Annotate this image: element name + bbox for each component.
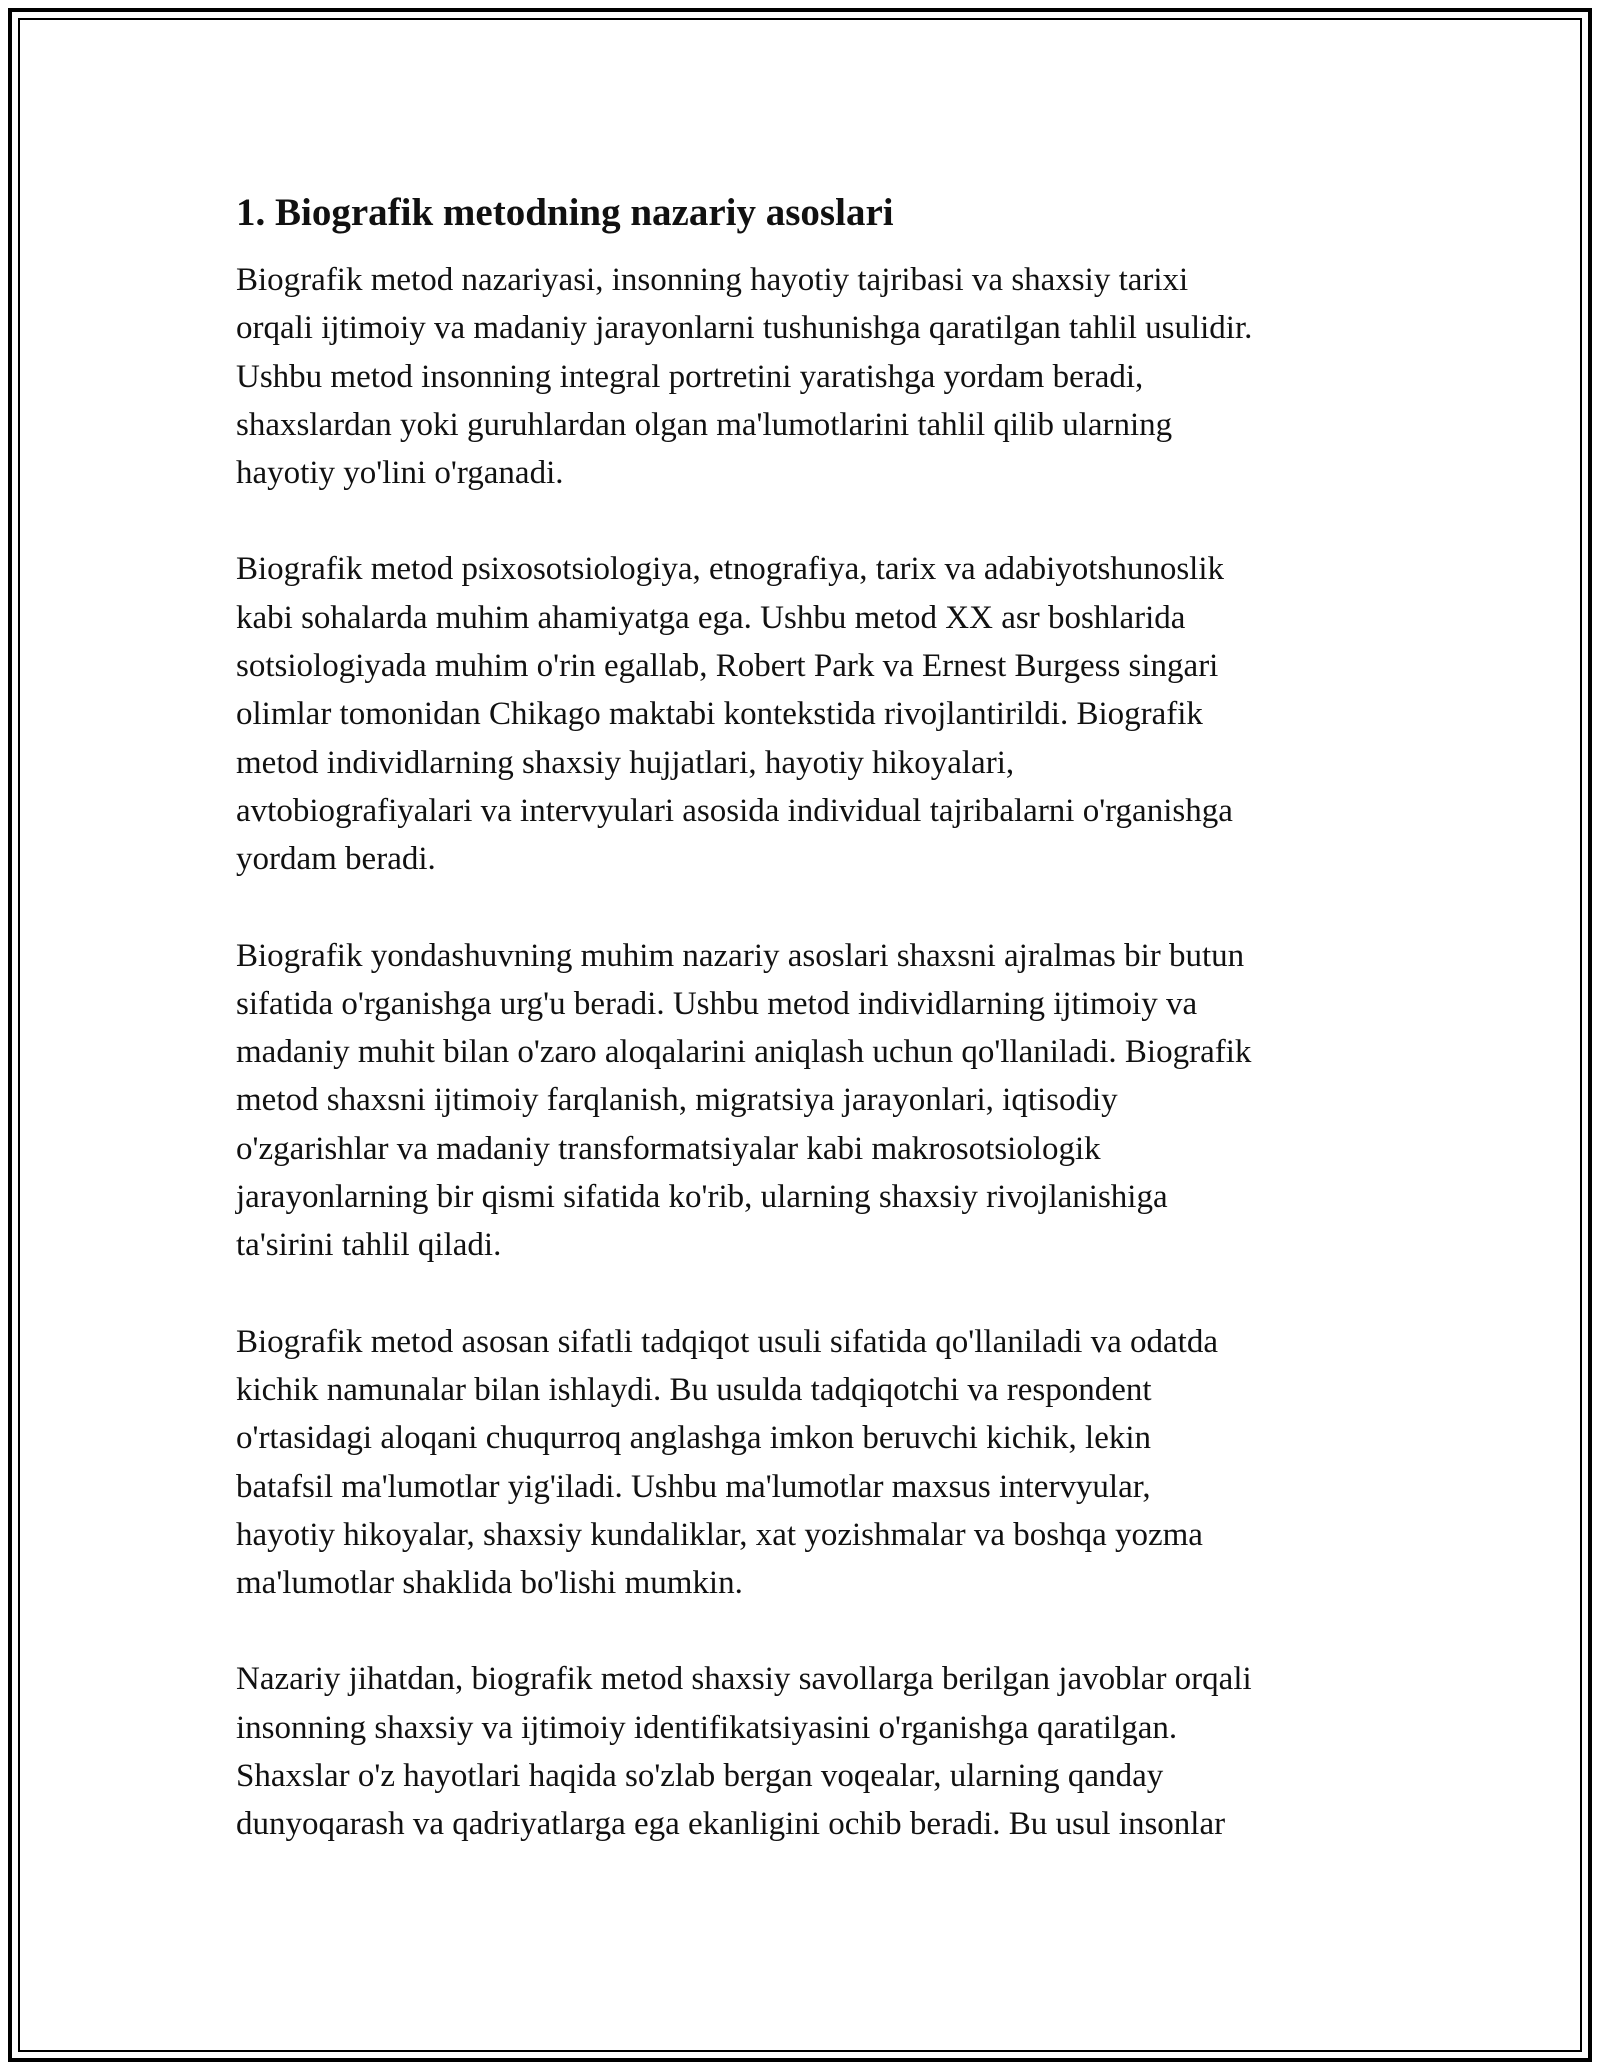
text-line: orqali ijtimoiy va madaniy jarayonlarni tushunishga qaratilgan tahlil usulidir.: [236, 310, 1253, 347]
text-line: hayotiy hikoyalar, shaxsiy kundaliklar, xat yozishmalar va boshqa yozma: [236, 1516, 1203, 1553]
text-line: sotsiologiyada muhim o'rin egallab, Robert Park va Ernest Burgess singari: [236, 648, 1219, 685]
text-line: sifatida o'rganishga urg'u beradi. Ushbu metod individlarning ijtimoiy va: [236, 985, 1198, 1022]
text-line: insonning shaxsiy va ijtimoiy identifikatsiyasini o'rganishga qaratilgan.: [236, 1709, 1178, 1746]
section-heading: 1. Biografik metodning nazariy asoslari: [236, 191, 894, 234]
paragraph-5: [236, 1655, 1386, 1848]
paragraph-1: [236, 256, 1386, 497]
text-line: Biografik metod psixosotsiologiya, etnografiya, tarix va adabiyotshunoslik: [236, 551, 1225, 588]
text-line: metod shaxsni ijtimoiy farqlanish, migratsiya jarayonlari, iqtisodiy: [236, 1082, 1118, 1119]
text-line: jarayonlarning bir qismi sifatida ko'rib, ularning shaxsiy rivojlanishiga: [236, 1179, 1168, 1216]
text-line: ta'sirini tahlil qiladi.: [236, 1227, 502, 1264]
text-line: madaniy muhit bilan o'zaro aloqalarini aniqlash uchun qo'llaniladi. Biografik: [236, 1034, 1252, 1071]
text-line: Ushbu metod insonning integral portretini yaratishga yordam beradi,: [236, 358, 1144, 395]
text-line: hayotiy yo'lini o'rganadi.: [236, 455, 564, 492]
text-line: Shaxslar o'z hayotlari haqida so'zlab bergan voqealar, ularning qanday: [236, 1758, 1164, 1795]
text-line: Biografik metod nazariyasi, insonning hayotiy tajribasi va shaxsiy tarixi: [236, 262, 1189, 298]
text-line: Nazariy jihatdan, biografik metod shaxsiy savollarga berilgan javoblar orqali: [236, 1661, 1252, 1698]
text-line: o'zgarishlar va madaniy transformatsiyalar kabi makrosotsiologik: [236, 1130, 1101, 1167]
text-line: kichik namunalar bilan ishlaydi. Bu usulda tadqiqotchi va respondent: [236, 1371, 1152, 1408]
document-body: [236, 188, 1386, 1897]
paragraph-2: [236, 545, 1386, 883]
text-line: o'rtasidagi aloqani chuqurroq anglashga imkon beruvchi kichik, lekin: [236, 1420, 1152, 1457]
text-line: shaxslardan yoki guruhlardan olgan ma'lumotlarini tahlil qilib ularning: [236, 406, 1173, 443]
paragraph-4: [236, 1318, 1386, 1608]
text-line: dunyoqarash va qadriyatlarga ega ekanligini ochib beradi. Bu usul insonlar: [236, 1806, 1226, 1843]
text-line: olimlar tomonidan Chikago maktabi kontekstida rivojlantirildi. Biografik: [236, 696, 1203, 733]
text-line: Biografik yondashuvning muhim nazariy asoslari shaxsni ajralmas bir butun: [236, 937, 1245, 974]
text-line: batafsil ma'lumotlar yig'iladi. Ushbu ma'lumotlar maxsus intervyular,: [236, 1468, 1151, 1505]
text-line: yordam beradi.: [236, 841, 436, 878]
text-line: avtobiografiyalari va intervyulari asosida individual tajribalarni o'rganishga: [236, 792, 1233, 829]
text-line: Biografik metod asosan sifatli tadqiqot usuli sifatida qo'llaniladi va odatda: [236, 1323, 1218, 1360]
text-line: kabi sohalarda muhim ahamiyatga ega. Ushbu metod XX asr boshlarida: [236, 599, 1186, 636]
paragraph-3: [236, 932, 1386, 1270]
text-line: ma'lumotlar shaklida bo'lishi mumkin.: [236, 1565, 743, 1602]
text-line: metod individlarning shaxsiy hujjatlari, hayotiy hikoyalari,: [236, 744, 1015, 781]
